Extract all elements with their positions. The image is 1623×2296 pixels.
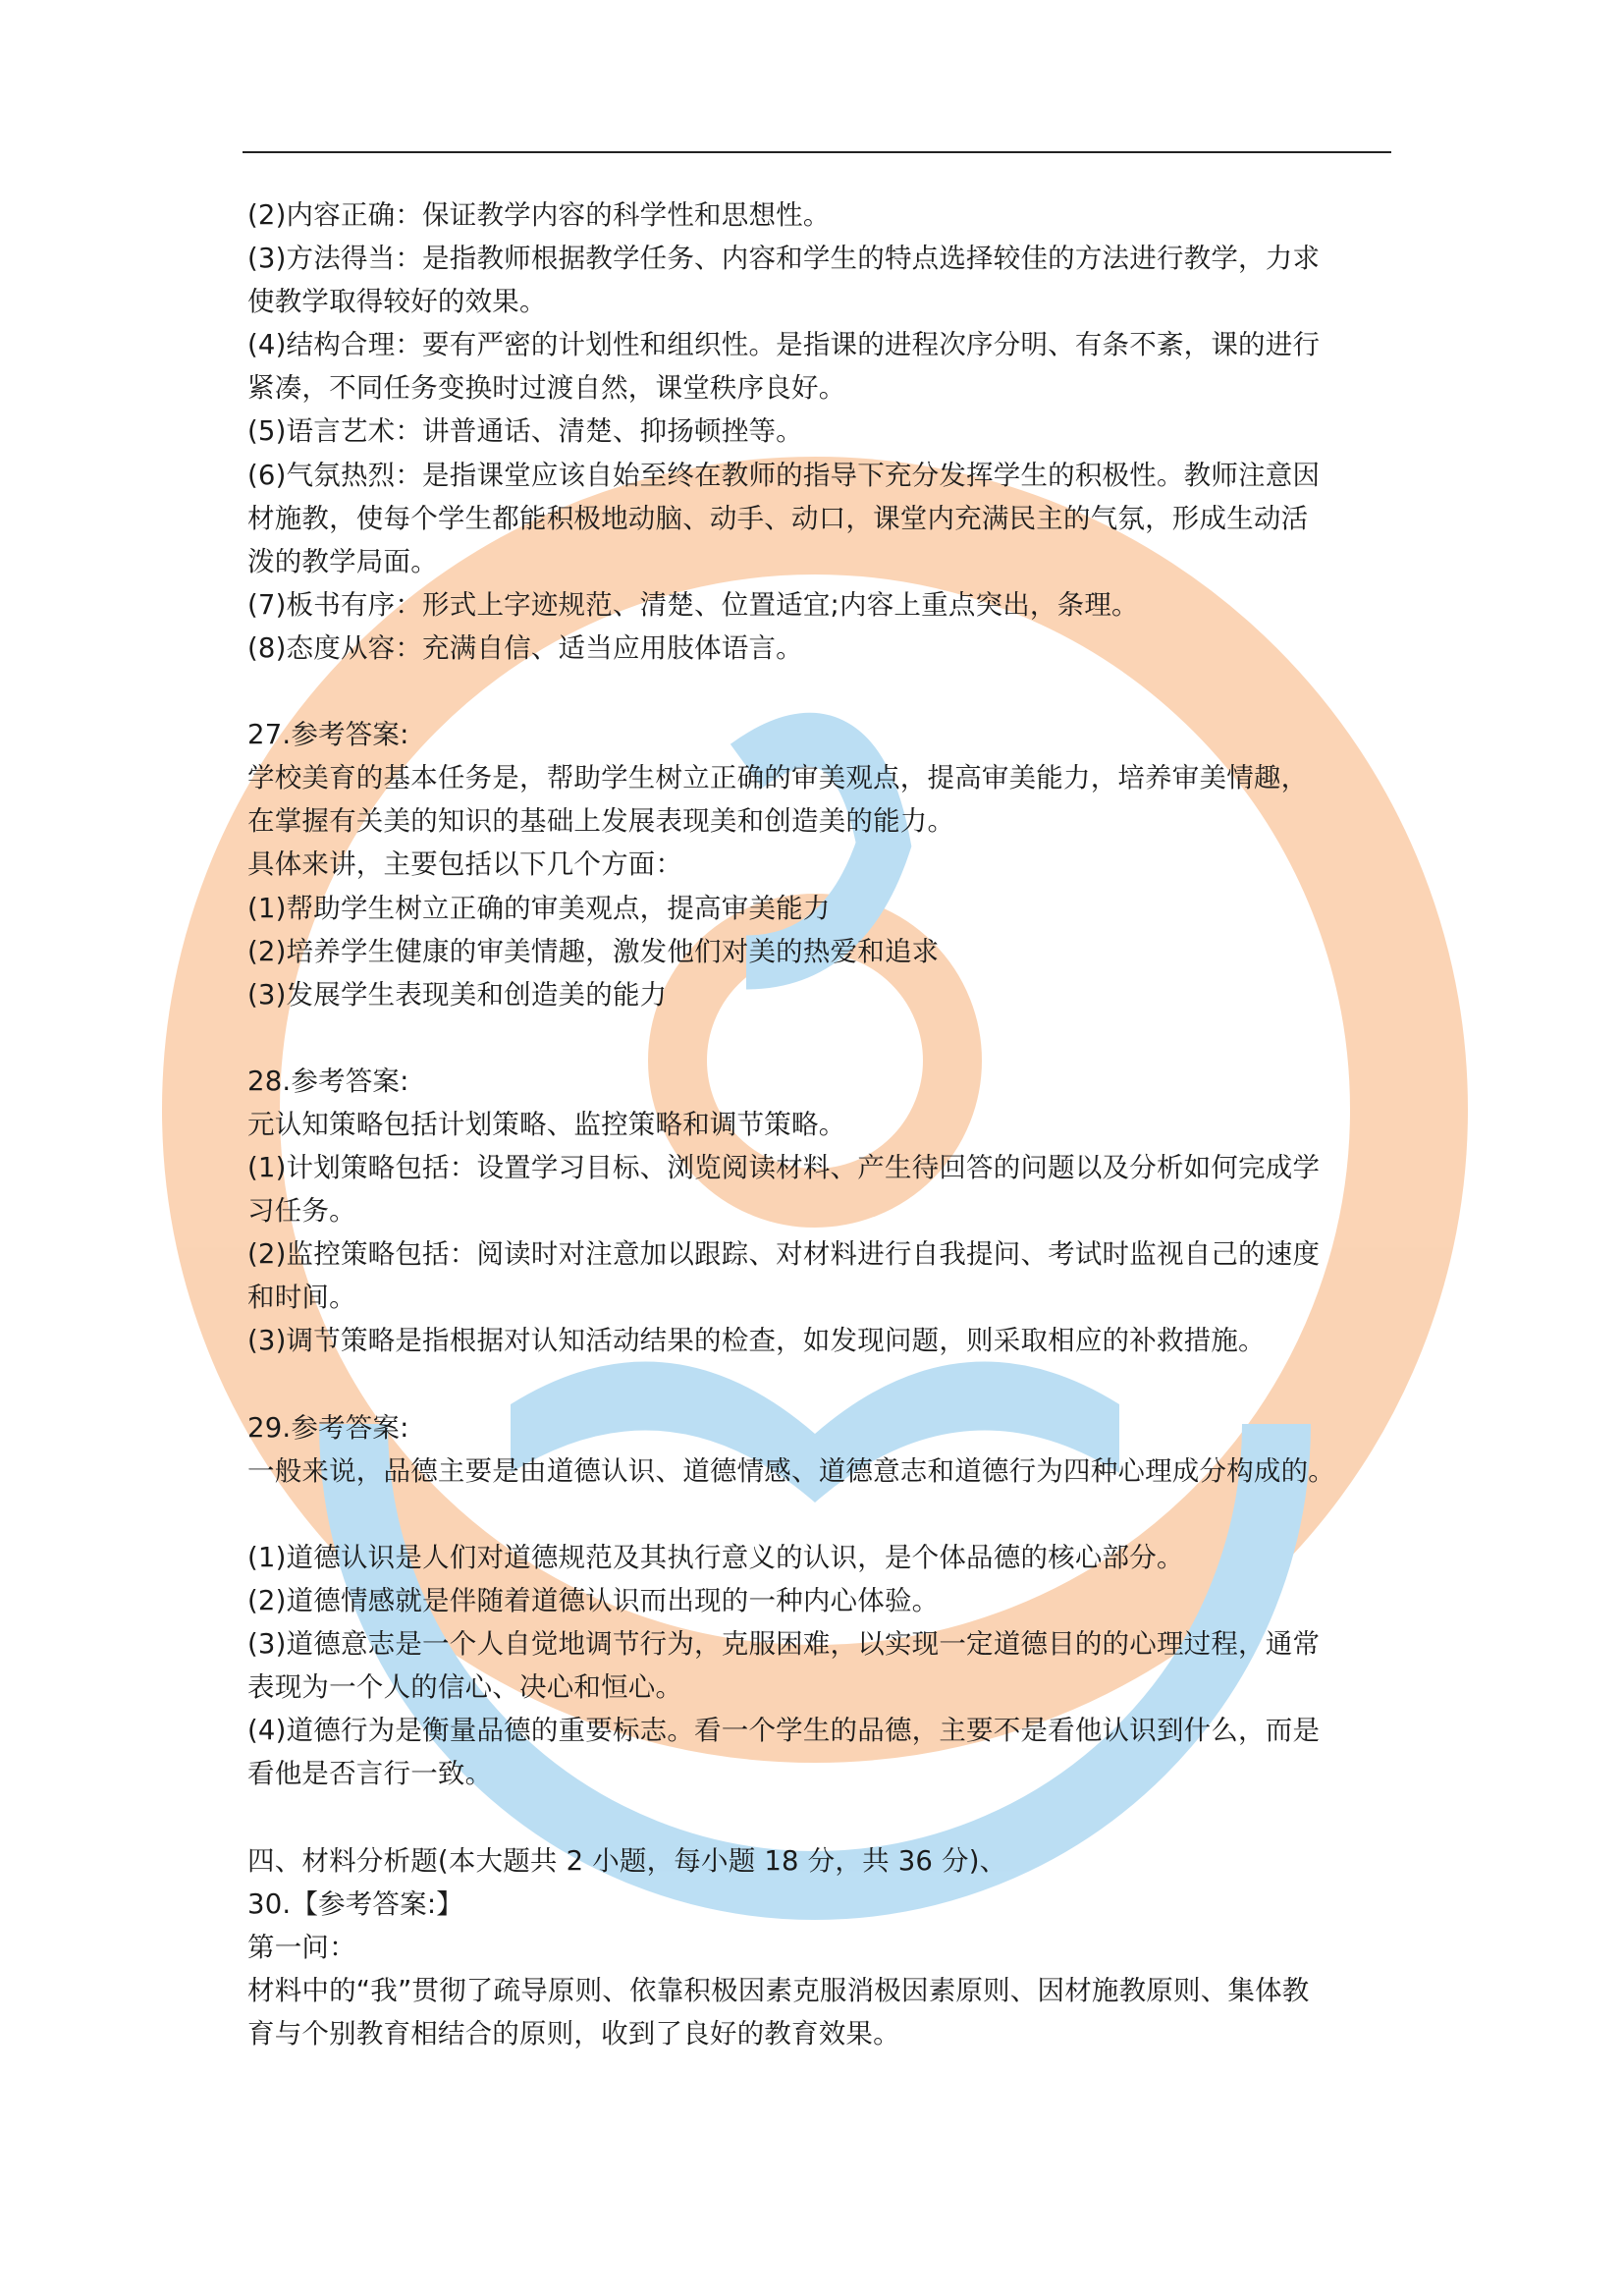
text-line: 习任务。: [247, 1195, 356, 1228]
text-line: (8)态度从容：充满自信、适当应用肢体语言。: [247, 631, 803, 664]
paragraph-gap: [247, 1363, 1396, 1406]
text-line: (5)语言艺术：讲普通话、清楚、抑扬顿挫等。: [247, 415, 803, 448]
text-line: 紧凑，不同任务变换时过渡自然，课堂秩序良好。: [247, 372, 846, 405]
text-line: 学校美育的基本任务是，帮助学生树立正确的审美观点，提高审美能力，培养审美情趣，: [247, 762, 1309, 794]
text-line: (4)结构合理：要有严密的计划性和组织性。是指课的进程次序分明、有条不紊，课的进行: [247, 329, 1321, 361]
text-line: 元认知策略包括计划策略、监控策略和调节策略。: [247, 1108, 846, 1140]
text-line: (1)道德认识是人们对道德规范及其执行意义的认识，是个体品德的核心部分。: [247, 1541, 1184, 1573]
text-line: 第一问：: [247, 1931, 356, 1963]
paragraph-gap: [247, 1493, 1396, 1536]
text-line: (1)帮助学生树立正确的审美观点，提高审美能力: [247, 892, 831, 924]
text-line: 使教学取得较好的效果。: [247, 286, 547, 318]
text-line: 具体来讲，主要包括以下几个方面：: [247, 848, 683, 881]
text-line: 29.参考答案:: [247, 1411, 409, 1444]
text-line: (3)发展学生表现美和创造美的能力: [247, 978, 668, 1011]
text-line: 30.【参考答案:】: [247, 1887, 463, 1920]
text-line: 表现为一个人的信心、决心和恒心。: [247, 1671, 683, 1704]
text-line: 四、材料分析题(本大题共 2 小题，每小题 18 分，共 36 分)、: [247, 1844, 1007, 1877]
text-line: (3)方法得当：是指教师根据教学任务、内容和学生的特点选择较佳的方法进行教学，力求: [247, 243, 1321, 275]
text-line: (6)气氛热烈：是指课堂应该自始至终在教师的指导下充分发挥学生的积极性。教师注意因: [247, 459, 1321, 491]
document-body: [247, 193, 1396, 2055]
text-line: 看他是否言行一致。: [247, 1758, 493, 1790]
text-line: (3)道德意志是一个人自觉地调节行为，克服困难，以实现一定道德目的的心理过程，通常: [247, 1628, 1321, 1661]
text-line: (2)培养学生健康的审美情趣，激发他们对美的热爱和追求: [247, 935, 940, 967]
text-line: 泼的教学局面。: [247, 545, 438, 577]
text-line: (7)板书有序：形式上字迹规范、清楚、位置适宜;内容上重点突出，条理。: [247, 588, 1139, 621]
text-line: (2)道德情感就是伴随着道德认识而出现的一种内心体验。: [247, 1585, 940, 1616]
paragraph-gap: [247, 1795, 1396, 1838]
text-line: 一般来说，品德主要是由道德认识、道德情感、道德意志和道德行为四种心理成分构成的。: [247, 1454, 1335, 1487]
text-line: 材料中的“我”贯彻了疏导原则、依靠积极因素克服消极因素原则、因材施教原则、集体教: [247, 1974, 1310, 2006]
text-line: (3)调节策略是指根据对认知活动结果的检查，如发现问题，则采取相应的补救措施。: [247, 1325, 1266, 1357]
text-line: (1)计划策略包括：设置学习目标、浏览阅读材料、产生待回答的问题以及分析如何完成学: [247, 1152, 1321, 1184]
text-line: 材施教，使每个学生都能积极地动脑、动手、动口，课堂内充满民主的气氛，形成生动活: [247, 502, 1309, 534]
text-line: 在掌握有关美的知识的基础上发展表现美和创造美的能力。: [247, 805, 955, 838]
paragraph-gap: [247, 670, 1396, 713]
text-line: (2)内容正确：保证教学内容的科学性和思想性。: [247, 199, 831, 231]
header-rule: [243, 151, 1391, 153]
paragraph-gap: [247, 1016, 1396, 1060]
text-line: 和时间。: [247, 1282, 356, 1314]
text-line: (4)道德行为是衡量品德的重要标志。看一个学生的品德，主要不是看他认识到什么，而是: [247, 1715, 1321, 1747]
text-line: 28.参考答案:: [247, 1065, 409, 1097]
text-line: 育与个别教育相结合的原则，收到了良好的教育效果。: [247, 2017, 900, 2050]
text-line: (2)监控策略包括：阅读时对注意加以跟踪、对材料进行自我提问、考试时监视自己的速度: [247, 1238, 1321, 1271]
text-line: 27.参考答案:: [247, 719, 409, 751]
